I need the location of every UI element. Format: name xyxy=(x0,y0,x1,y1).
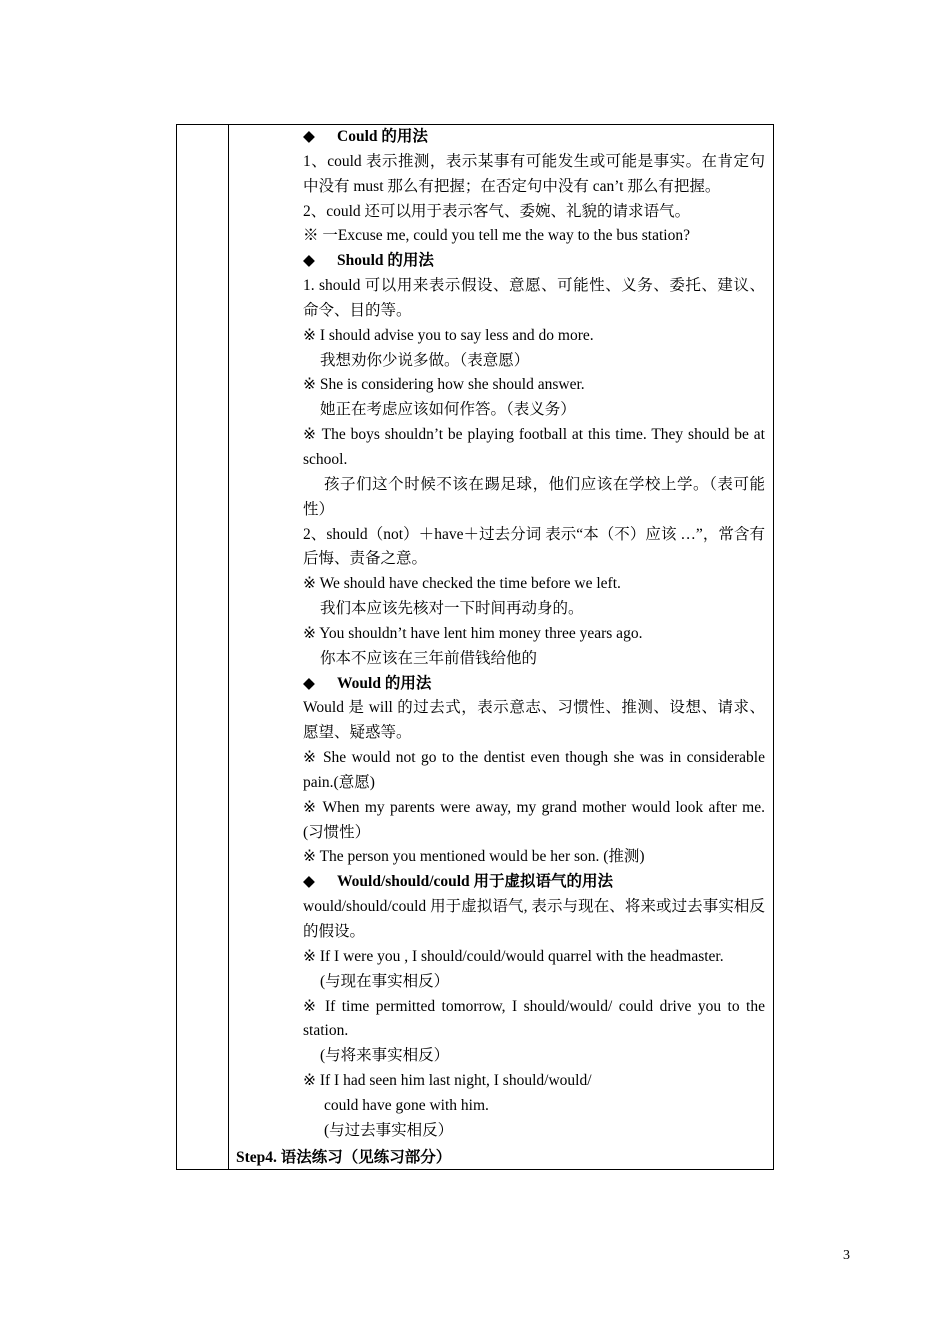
subjunctive-heading: Would/should/could 用于虚拟语气的用法 xyxy=(337,873,614,891)
subjunctive-example-2-note: (与将来事实相反） xyxy=(320,1047,450,1065)
subjunctive-heading-line xyxy=(303,870,765,895)
table-column-divider xyxy=(228,125,229,1169)
should-example-4: ※ We should have checked the time before we left. xyxy=(303,575,621,593)
should-example-2-translation: 她正在考虑应该如何作答。（表义务） xyxy=(320,401,576,419)
subjunctive-example-1: ※ If I were you , I should/could/would quarrel with the headmaster. xyxy=(303,947,724,965)
subjunctive-example-3a: ※ If I had seen him last night, I should/would/ xyxy=(303,1072,592,1090)
step-4-heading: Step4. 语法练习（见练习部分） xyxy=(236,1149,452,1166)
should-example-5-translation: 你本不应该在三年前借钱给他的 xyxy=(320,649,538,667)
subjunctive-example-3b: could have gone with him. xyxy=(324,1096,489,1114)
would-example-1: ※ She would not go to the dentist even though she was in considerable pain.(意愿) xyxy=(303,749,765,791)
subjunctive-example-3-note: (与过去事实相反） xyxy=(324,1121,454,1139)
diamond-bullet-icon: ◆ xyxy=(303,674,315,692)
would-rule-1: Would 是 will 的过去式，表示意志、习惯性、推测、设想、请求、愿望、疑惑等。 xyxy=(303,699,765,742)
should-heading: Should 的用法 xyxy=(337,252,434,270)
could-example: ※ 一Excuse me, could you tell me the way to the bus station? xyxy=(303,227,690,245)
should-example-2: ※ She is considering how she should answer. xyxy=(303,376,585,394)
grammar-notes xyxy=(303,125,765,1144)
would-heading-line xyxy=(303,672,765,697)
would-example-3: ※ The person you mentioned would be her son. (推测) xyxy=(303,848,645,866)
should-rule-1: 1. should 可以用来表示假设、意愿、可能性、义务、委托、建议、命令、目的等。 xyxy=(303,277,765,319)
diamond-bullet-icon: ◆ xyxy=(303,128,315,145)
should-example-4-translation: 我们本应该先核对一下时间再动身的。 xyxy=(320,600,584,618)
should-rule-2: 2、should（not）＋have＋过去分词 表示“本（不）应该 …”，常含有后悔、责备之意。 xyxy=(303,525,765,568)
should-example-1-translation: 我想劝你少说多做。（表意愿） xyxy=(320,351,530,369)
should-heading-line xyxy=(303,249,765,274)
should-example-3: ※ The boys shouldn’t be playing football at this time. They should be at school. xyxy=(303,426,765,468)
would-heading: Would 的用法 xyxy=(337,674,432,692)
would-example-2: ※ When my parents were away, my grand mother would look after me. (习惯性） xyxy=(303,798,765,841)
could-heading-line xyxy=(303,125,765,150)
could-rule-1: 1、could 表示推测，表示某事有可能发生或可能是事实。在肯定句中没有 must 那么有把握；在否定句中没有 can’t 那么有把握。 xyxy=(303,152,765,195)
should-example-3-translation: 孩子们这个时候不该在踢足球，他们应该在学校上学。（表可能性） xyxy=(303,475,765,518)
page-number: 3 xyxy=(843,1248,850,1263)
subjunctive-example-2: ※ If time permitted tomorrow, I should/would/ could drive you to the station. xyxy=(303,997,765,1040)
could-heading: Could 的用法 xyxy=(337,128,428,145)
diamond-bullet-icon: ◆ xyxy=(303,252,315,270)
should-example-1: ※ I should advise you to say less and do more. xyxy=(303,326,594,344)
subjunctive-example-1-note: (与现在事实相反） xyxy=(320,972,450,990)
could-rule-2: 2、could 还可以用于表示客气、委婉、礼貌的请求语气。 xyxy=(303,202,691,220)
diamond-bullet-icon: ◆ xyxy=(303,873,315,891)
subjunctive-rule-1: would/should/could 用于虚拟语气, 表示与现在、将来或过去事实相反的假设。 xyxy=(303,898,765,940)
should-example-5: ※ You shouldn’t have lent him money three years ago. xyxy=(303,624,643,642)
